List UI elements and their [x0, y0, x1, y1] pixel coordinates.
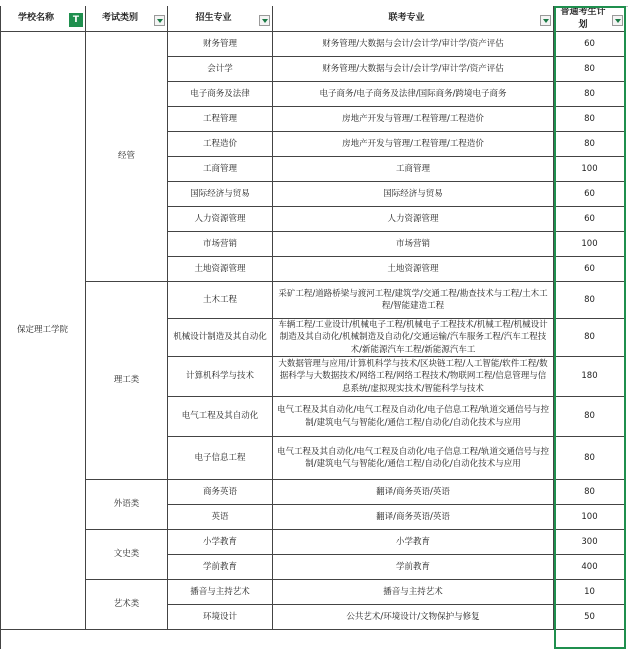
major-cell[interactable]: 土木工程 — [168, 282, 273, 319]
related-majors-cell[interactable]: 房地产开发与管理/工程管理/工程造价 — [273, 132, 554, 157]
related-majors-cell[interactable]: 播音与主持艺术 — [273, 580, 554, 605]
category-cell[interactable]: 文史类 — [86, 530, 168, 580]
category-cell[interactable]: 理工类 — [86, 282, 168, 480]
plan-count-cell[interactable]: 100 — [554, 505, 626, 530]
grid-left-border — [0, 6, 1, 649]
plan-count-cell[interactable]: 80 — [554, 480, 626, 505]
plan-count-cell[interactable]: 50 — [554, 605, 626, 630]
related-majors-cell[interactable]: 财务管理/大数据与会计/会计学/审计学/资产评估 — [273, 32, 554, 57]
major-cell[interactable]: 小学教育 — [168, 530, 273, 555]
header-plan[interactable] — [554, 6, 626, 32]
header-major[interactable] — [168, 6, 273, 32]
filter-dropdown-icon[interactable] — [612, 15, 623, 26]
header-category-label: 考试类别 — [101, 13, 138, 24]
header-category[interactable] — [86, 6, 168, 32]
plan-count-cell[interactable]: 80 — [554, 132, 626, 157]
plan-count-cell[interactable]: 10 — [554, 580, 626, 605]
major-cell[interactable]: 电子商务及法律 — [168, 82, 273, 107]
plan-count-cell[interactable]: 400 — [554, 555, 626, 580]
related-majors-cell[interactable]: 电气工程及其自动化/电气工程及自动化/电子信息工程/轨道交通信号与控制/建筑电气与智能化/通信工程/自动化/自动化技术与应用 — [273, 397, 554, 437]
category-cell[interactable]: 艺术类 — [86, 580, 168, 630]
filter-dropdown-icon[interactable] — [154, 15, 165, 26]
major-cell[interactable]: 机械设计制造及其自动化 — [168, 319, 273, 357]
major-cell[interactable]: 人力资源管理 — [168, 207, 273, 232]
header-related-label: 联考专业 — [388, 13, 425, 24]
plan-count-cell[interactable]: 60 — [554, 32, 626, 57]
plan-count-cell[interactable]: 60 — [554, 182, 626, 207]
plan-count-cell[interactable]: 60 — [554, 257, 626, 282]
major-cell[interactable]: 电子信息工程 — [168, 437, 273, 480]
related-majors-cell[interactable]: 公共艺术/环境设计/文物保护与修复 — [273, 605, 554, 630]
major-cell[interactable]: 环境设计 — [168, 605, 273, 630]
related-majors-cell[interactable]: 翻译/商务英语/英语 — [273, 505, 554, 530]
related-majors-cell[interactable]: 工商管理 — [273, 157, 554, 182]
related-majors-cell[interactable]: 学前教育 — [273, 555, 554, 580]
related-majors-cell[interactable]: 市场营销 — [273, 232, 554, 257]
header-plan-label: 普通考生计划 — [560, 7, 606, 30]
filter-active-icon[interactable]: T — [69, 13, 83, 27]
plan-count-cell[interactable]: 180 — [554, 357, 626, 397]
category-cell[interactable]: 外语类 — [86, 480, 168, 530]
major-cell[interactable]: 学前教育 — [168, 555, 273, 580]
related-majors-cell[interactable]: 房地产开发与管理/工程管理/工程造价 — [273, 107, 554, 132]
plan-count-cell[interactable]: 100 — [554, 157, 626, 182]
major-cell[interactable]: 市场营销 — [168, 232, 273, 257]
major-cell[interactable]: 电气工程及其自动化 — [168, 397, 273, 437]
plan-count-cell[interactable]: 80 — [554, 437, 626, 480]
major-cell[interactable]: 商务英语 — [168, 480, 273, 505]
header-school-label: 学校名称 — [17, 13, 54, 24]
school-name-cell[interactable]: 保定理工学院 — [0, 32, 86, 630]
plan-count-cell[interactable]: 300 — [554, 530, 626, 555]
major-cell[interactable]: 国际经济与贸易 — [168, 182, 273, 207]
related-majors-cell[interactable]: 财务管理/大数据与会计/会计学/审计学/资产评估 — [273, 57, 554, 82]
plan-count-cell[interactable]: 80 — [554, 82, 626, 107]
major-cell[interactable]: 财务管理 — [168, 32, 273, 57]
related-majors-cell[interactable]: 车辆工程/工业设计/机械电子工程/机械电子工程技术/机械工程/机械设计制造及其自动化/机械制造及自动化/交通运输/汽车服务工程/汽车工程技术/新能源汽车工程/新能源汽车工 — [273, 319, 554, 357]
related-majors-cell[interactable]: 人力资源管理 — [273, 207, 554, 232]
major-cell[interactable]: 会计学 — [168, 57, 273, 82]
related-majors-cell[interactable]: 国际经济与贸易 — [273, 182, 554, 207]
plan-count-cell[interactable]: 60 — [554, 207, 626, 232]
related-majors-cell[interactable]: 土地资源管理 — [273, 257, 554, 282]
plan-count-cell[interactable]: 80 — [554, 319, 626, 357]
major-cell[interactable]: 英语 — [168, 505, 273, 530]
header-school[interactable] — [0, 6, 86, 32]
category-cell[interactable]: 经管 — [86, 32, 168, 282]
plan-count-cell[interactable]: 80 — [554, 282, 626, 319]
related-majors-cell[interactable]: 采矿工程/道路桥梁与渡河工程/建筑学/交通工程/勘查技术与工程/土木工程/智能建造工程 — [273, 282, 554, 319]
major-cell[interactable]: 播音与主持艺术 — [168, 580, 273, 605]
related-majors-cell[interactable]: 电子商务/电子商务及法律/国际商务/跨境电子商务 — [273, 82, 554, 107]
major-cell[interactable]: 计算机科学与技术 — [168, 357, 273, 397]
related-majors-cell[interactable]: 电气工程及其自动化/电气工程及自动化/电子信息工程/轨道交通信号与控制/建筑电气与智能化/通信工程/自动化/自动化技术与应用 — [273, 437, 554, 480]
header-major-label: 招生专业 — [195, 13, 232, 24]
major-cell[interactable]: 工程造价 — [168, 132, 273, 157]
plan-count-cell[interactable]: 100 — [554, 232, 626, 257]
plan-count-cell[interactable]: 80 — [554, 397, 626, 437]
major-cell[interactable]: 工程管理 — [168, 107, 273, 132]
major-cell[interactable]: 土地资源管理 — [168, 257, 273, 282]
related-majors-cell[interactable]: 小学教育 — [273, 530, 554, 555]
filter-dropdown-icon[interactable] — [540, 15, 551, 26]
related-majors-cell[interactable]: 大数据管理与应用/计算机科学与技术/区块链工程/人工智能/软件工程/数据科学与大数据技术/网络工程/网络工程技术/物联网工程/信息管理与信息系统/虚拟现实技术/智能科学与技术 — [273, 357, 554, 397]
plan-count-cell[interactable]: 80 — [554, 57, 626, 82]
filter-dropdown-icon[interactable] — [259, 15, 270, 26]
major-cell[interactable]: 工商管理 — [168, 157, 273, 182]
plan-count-cell[interactable]: 80 — [554, 107, 626, 132]
related-majors-cell[interactable]: 翻译/商务英语/英语 — [273, 480, 554, 505]
header-related[interactable] — [273, 6, 554, 32]
